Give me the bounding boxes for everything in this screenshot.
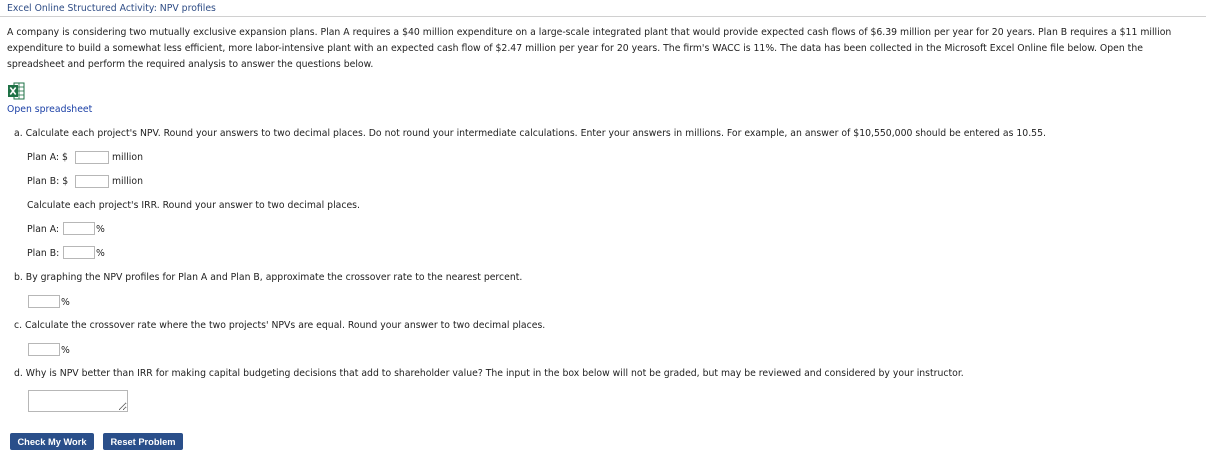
irr-plan-b-label: Plan B: xyxy=(27,248,60,259)
part-b-question: b. By graphing the NPV profiles for Plan A and Plan B, approximate the crossover rate to the nearest percent. xyxy=(14,272,523,283)
excel-icon[interactable] xyxy=(8,82,25,100)
irr-plan-a-label: Plan A: xyxy=(27,224,60,235)
irr-plan-b-input[interactable] xyxy=(63,246,95,259)
npv-plan-a-unit: million xyxy=(112,152,143,163)
crossover-exact-percent: % xyxy=(61,345,70,356)
check-my-work-button[interactable]: Check My Work xyxy=(10,433,94,450)
npv-plan-b-label: Plan B: $ xyxy=(27,176,69,187)
crossover-exact-input[interactable] xyxy=(28,343,60,356)
irr-plan-a-input[interactable] xyxy=(63,222,95,235)
crossover-approx-percent: % xyxy=(61,297,70,308)
irr-plan-a-percent: % xyxy=(96,224,105,235)
header-divider xyxy=(0,16,1206,17)
open-spreadsheet-link[interactable]: Open spreadsheet xyxy=(7,104,93,115)
npv-plan-a-input[interactable] xyxy=(75,151,109,164)
npv-vs-irr-answer-textarea[interactable] xyxy=(28,390,128,412)
irr-question: Calculate each project's IRR. Round your answer to two decimal places. xyxy=(27,200,360,211)
problem-statement: A company is considering two mutually exclusive expansion plans. Plan A requires a $40 million expenditure on a large-scale integrated plant that would provide expected cash flows of $6.39 million per year for 20 years. Plan B requires a $11 million expenditure to build a somewhat less efficient, more labor-intensive plant with an expected cash flow of $2.47 million per year for 20 years. The firm's WACC is 11%. The data has been collected in the Microsoft Excel Online file below. Open the spreadsheet and perform the required analysis to answer the questions below. xyxy=(7,27,1172,70)
part-a-question: a. Calculate each project's NPV. Round your answers to two decimal places. Do not round your intermediate calculations. Enter your answers in millions. For example, an answer of $10,550,000 should be entered as 10.55. xyxy=(14,128,1046,139)
crossover-approx-input[interactable] xyxy=(28,295,60,308)
npv-plan-a-label: Plan A: $ xyxy=(27,152,68,163)
npv-plan-b-input[interactable] xyxy=(75,175,109,188)
reset-problem-button[interactable]: Reset Problem xyxy=(103,433,183,450)
part-d-question: d. Why is NPV better than IRR for making capital budgeting decisions that add to shareholder value? The input in the box below will not be graded, but may be reviewed and considered by your instructor. xyxy=(14,368,964,379)
page-title: Excel Online Structured Activity: NPV profiles xyxy=(7,3,216,14)
npv-plan-b-unit: million xyxy=(112,176,143,187)
part-c-question: c. Calculate the crossover rate where the two projects' NPVs are equal. Round your answer to two decimal places. xyxy=(14,320,546,331)
irr-plan-b-percent: % xyxy=(96,248,105,259)
